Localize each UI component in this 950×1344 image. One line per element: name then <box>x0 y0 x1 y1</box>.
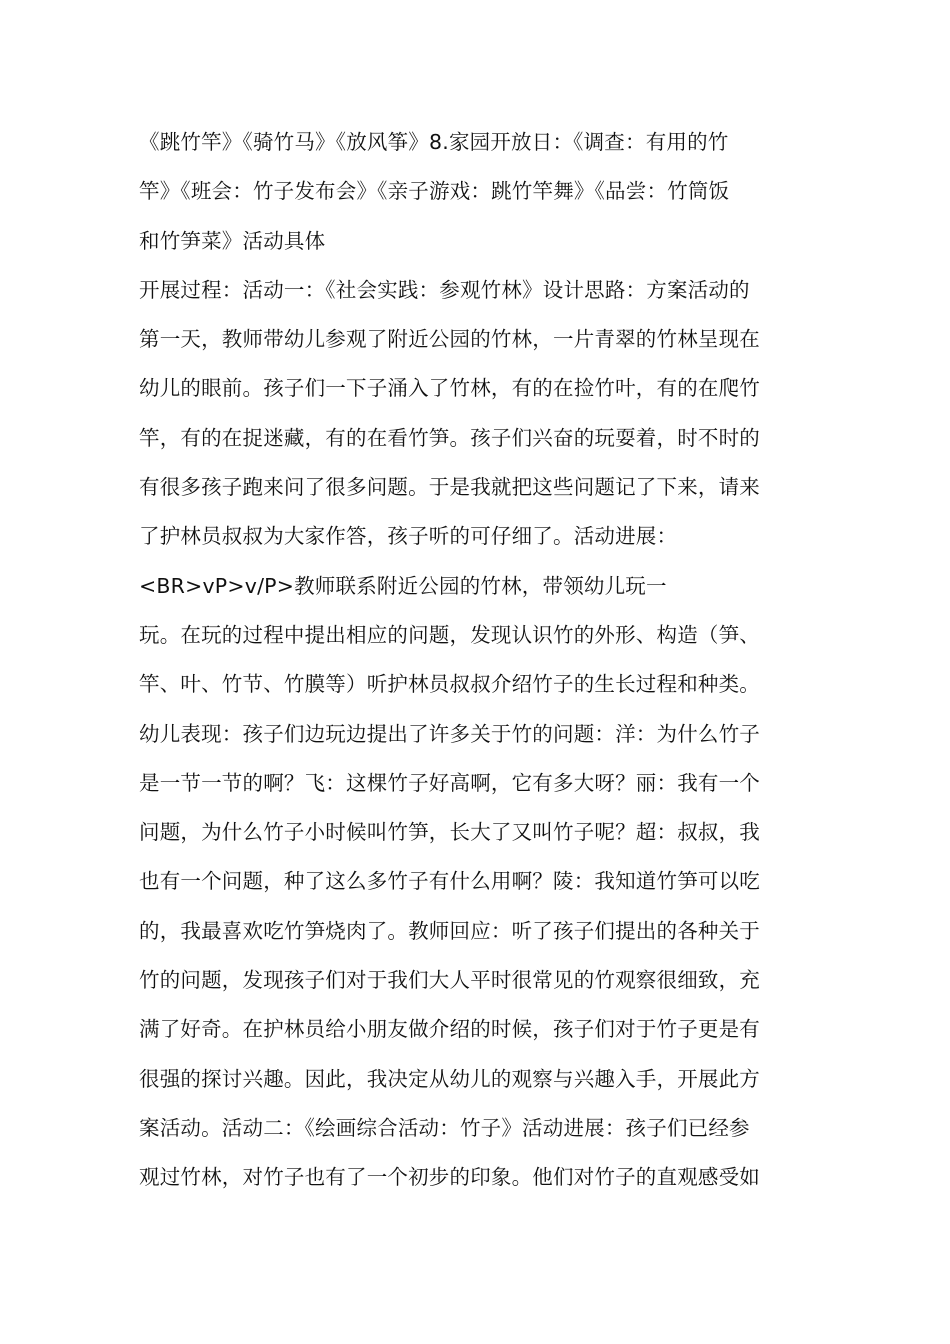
text-line: 满了好奇。在护林员给小朋友做介绍的时候，孩子们对于竹子更是有 <box>139 1017 760 1042</box>
text-line: 第一天，教师带幼儿参观了附近公园的竹林，一片青翠的竹林呈现在 <box>139 327 760 352</box>
text-line: 《跳竹竿》《骑竹马》《放风筝》8.家园开放日：《调查：有用的竹 <box>139 130 729 154</box>
text-line: 幼儿表现：孩子们边玩边提出了许多关于竹的问题：洋：为什么竹子 <box>139 721 760 746</box>
text-line: 和竹笋菜》活动具体 <box>139 228 326 253</box>
text-line: 幼儿的眼前。孩子们一下子涌入了竹林，有的在捡竹叶，有的在爬竹 <box>139 376 760 401</box>
body-text <box>139 118 819 1203</box>
text-line: 竿，有的在捉迷藏，有的在看竹笋。孩子们兴奋的玩耍着，时不时的 <box>139 425 760 450</box>
text-line: 很强的探讨兴趣。因此，我决定从幼儿的观察与兴趣入手，开展此方 <box>139 1066 760 1091</box>
text-line: 玩。在玩的过程中提出相应的问题，发现认识竹的外形、构造（笋、 <box>139 622 760 647</box>
text-line: <BR>vP>v/P>教师联系附近公园的竹林，带领幼儿玩一 <box>139 573 667 598</box>
text-line: 了护林员叔叔为大家作答，孩子听的可仔细了。活动进展： <box>139 524 678 549</box>
text-line: 是一节一节的啊？飞：这棵竹子好高啊，它有多大呀？丽：我有一个 <box>139 770 760 795</box>
text-line: 有很多孩子跑来问了很多问题。于是我就把这些问题记了下来，请来 <box>139 475 760 500</box>
text-line: 案活动。活动二：《绘画综合活动：竹子》活动进展：孩子们已经参 <box>139 1115 750 1140</box>
text-line: 竹的问题，发现孩子们对于我们大人平时很常见的竹观察很细致，充 <box>139 968 760 993</box>
text-line: 也有一个问题，种了这么多竹子有什么用啊？陵：我知道竹笋可以吃 <box>139 869 760 894</box>
text-line: 问题，为什么竹子小时候叫竹笋，长大了又叫竹子呢？超：叔叔，我 <box>139 820 760 845</box>
text-line: 观过竹林，对竹子也有了一个初步的印象。他们对竹子的直观感受如 <box>139 1165 760 1190</box>
text-line: 开展过程：活动一：《社会实践：参观竹林》设计思路：方案活动的 <box>139 277 750 302</box>
text-line: 竿、叶、竹节、竹膜等）听护林员叔叔介绍竹子的生长过程和种类。 <box>139 672 760 697</box>
text-line: 竿》《班会：竹子发布会》《亲子游戏：跳竹竿舞》《品尝：竹筒饭 <box>139 179 730 204</box>
text-line: 的，我最喜欢吃竹笋烧肉了。教师回应：听了孩子们提出的各种关于 <box>139 918 760 943</box>
